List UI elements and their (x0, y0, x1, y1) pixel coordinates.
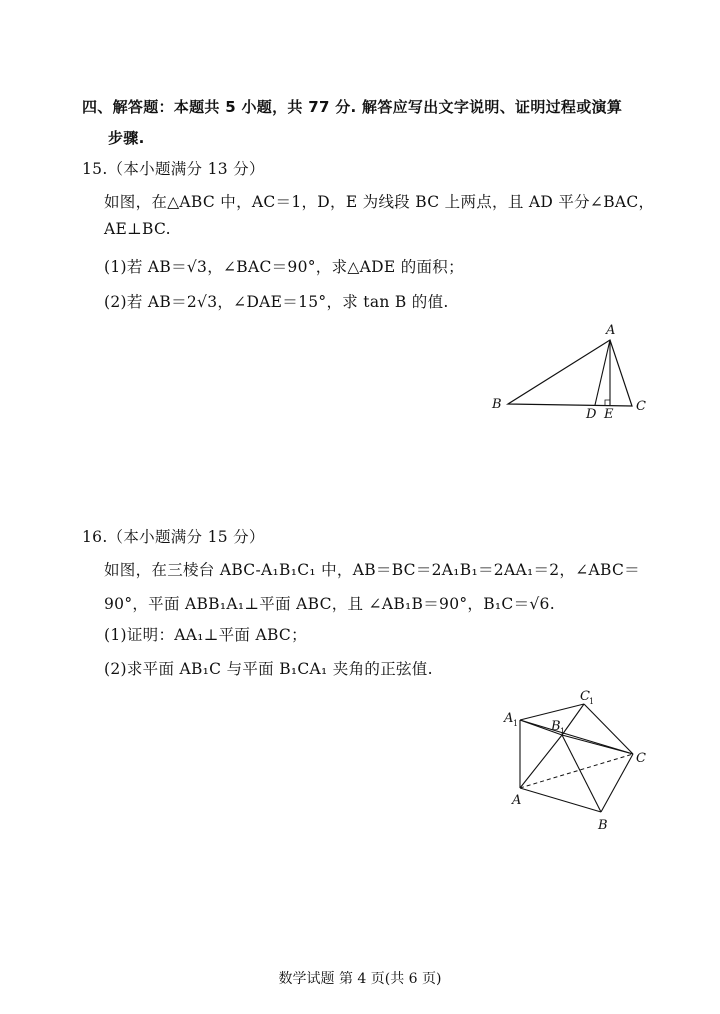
q15-header: 15.（本小题满分 13 分） (82, 160, 265, 178)
q16-stem-line2: 90°，平面 ABB₁A₁⊥平面 ABC，且 ∠AB₁B＝90°，B₁C＝√6. (104, 595, 555, 613)
q16-header: 16.（本小题满分 15 分） (82, 528, 265, 546)
label-b: B (598, 818, 608, 833)
q15-part1: (1)若 AB＝√3，∠BAC＝90°，求△ADE 的面积； (104, 258, 464, 276)
q16-part2: (2)求平面 AB₁C 与平面 B₁CA₁ 夹角的正弦值. (104, 660, 433, 678)
q16-stem-line1: 如图，在三棱台 ABC-A₁B₁C₁ 中，AB＝BC＝2A₁B₁＝2AA₁＝2，∠ABC＝ (104, 561, 640, 579)
triangle-abc (508, 340, 632, 406)
label-b: B (492, 397, 502, 412)
label-a1-sub: 1 (513, 719, 519, 728)
right-angle-mark (605, 400, 610, 405)
q15-stem-line1: 如图，在△ABC 中，AC＝1，D，E 为线段 BC 上两点，且 AD 平分∠BAC， (104, 193, 655, 211)
label-a1: A (504, 711, 514, 726)
section-heading-line2: 步骤. (108, 129, 145, 147)
segment-ab1 (520, 735, 562, 788)
edge-bc (601, 754, 633, 812)
q15-stem-line2: AE⊥BC. (104, 220, 171, 238)
label-a: A (512, 793, 522, 808)
q16-frustum-figure (498, 684, 668, 834)
segment-ad (595, 340, 610, 405)
page-footer: 数学试题 第 4 页(共 6 页) (278, 971, 442, 987)
label-b1-sub: 1 (560, 727, 566, 736)
label-c1-sub: 1 (589, 697, 595, 706)
q15-triangle-figure (480, 318, 660, 428)
edge-ac-hidden (520, 754, 633, 788)
edge-ab (520, 788, 601, 812)
label-c: C (636, 751, 646, 766)
label-c1: C (580, 689, 590, 704)
label-a: A (606, 323, 616, 338)
label-c: C (636, 399, 646, 414)
section-heading-line1: 四、解答题：本题共 5 小题，共 77 分. 解答应写出文字说明、证明过程或演算 (82, 98, 623, 116)
label-d: D (586, 407, 597, 422)
label-b1: B (551, 719, 561, 734)
q16-part1: (1)证明：AA₁⊥平面 ABC； (104, 626, 307, 644)
q15-part2: (2)若 AB＝2√3，∠DAE＝15°，求 tan B 的值. (104, 293, 449, 311)
label-e: E (604, 407, 614, 422)
